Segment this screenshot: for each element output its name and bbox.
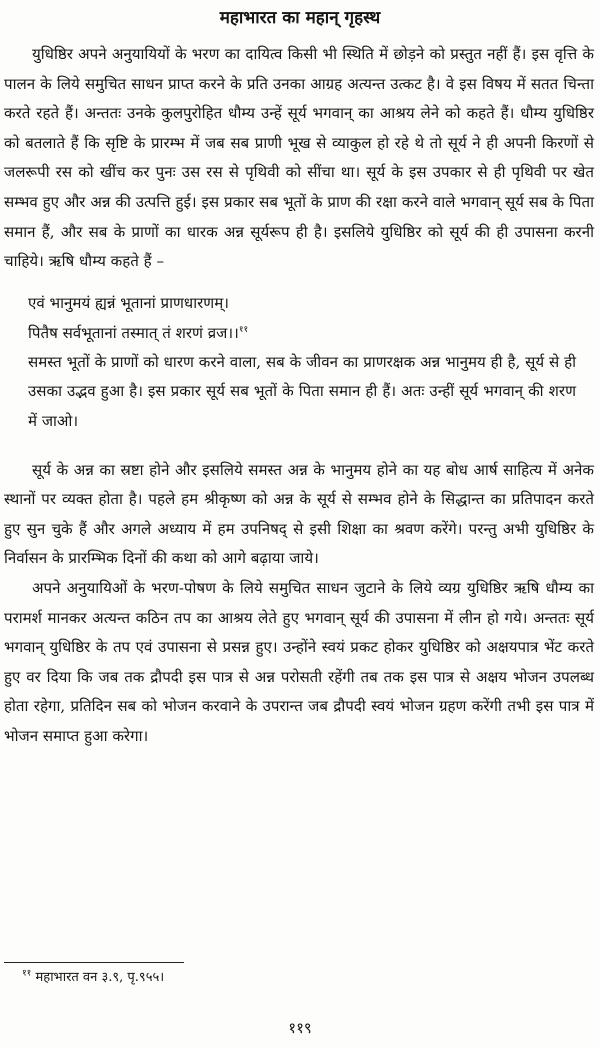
- footnote: [22, 968, 164, 988]
- running-head: महाभारत का महान् गृहस्थ: [219, 8, 381, 28]
- verse-translation: समस्त भूतों के प्राणों को धारण करने वाला, सब के जीवन का प्राणरक्षक अन्न भानुमय ही है, सूर्य से ही उसका उद्भव हुआ है। इस प्रकार सूर्य सब भूतों के पिता समान ही हैं। अतः उन्हीं सूर्य भगवान् की शरण में जाओ।: [28, 352, 576, 430]
- body-text: [4, 40, 594, 751]
- page-number: ११९: [288, 1019, 312, 1037]
- footnote-text: महाभारत वन ३.९, पृ.९५५।: [35, 970, 165, 985]
- verse-line-2-text: पितैष सर्वभूतानां तस्मात् तं शरणं व्रज।।: [28, 323, 239, 342]
- paragraph-3: अपने अनुयायिओं के भरण-पोषण के लिये समुचित साधन जुटाने के लिये व्यग्र युधिष्ठिर ऋषि धौम्य का परामर्श मानकर अत्यन्त कठिन तप का आश्रय लेते हुए भगवान् सूर्य की उपासना में लीन हो गये। अन्ततः सूर्य भगवान् युधिष्ठिर के तप एवं उपासना से प्रसन्न हुए। उन्होंने स्वयं प्रकट होकर युधिष्ठिर को अक्षयपात्र भेंट करते हुए वर दिया कि जब तक द्रौपदी इस पात्र से अन्न परोसती रहेंगी तब तक इस पात्र से अक्षय भोजन उपलब्ध होता रहेगा, प्रतिदिन सब को भोजन करवाने के उपरान्त जब द्रौपदी स्वयं भोजन ग्रहण करेंगी तभी इस पात्र में भोजन समाप्त हुआ करेगा।: [4, 578, 594, 745]
- verse-line-1: एवं भानुमयं ह्यन्नं भूतानां प्राणधारणम्।: [28, 293, 229, 312]
- paragraph-1: युधिष्ठिर अपने अनुयायियों के भरण का दायित्व किसी भी स्थिति में छोड़ने को प्रस्तुत नहीं हैं। इस वृत्ति के पालन के लिये समुचित साधन प्राप्त करने के प्रति उनका आग्रह अत्यन्त उत्कट है। वे इस विषय में सतत चिन्ता करते रहते हैं। अन्ततः उनके कुलपुरोहित धौम्य उन्हें सूर्य भगवान् का आश्रय लेने को कहते हैं। धौम्य युधिष्ठिर को बतलाते हैं कि सृष्टि के प्रारम्भ में जब सब प्राणी भूख से व्याकुल हो रहे थे तो सूर्य ने ही अपनी किरणों से जलरूपी रस को खींच कर पुनः उस रस से पृथिवी को सींचा था। सूर्य के इस उपकार से ही पृथिवी पर खेत सम्भव हुए और अन्न की उत्पत्ति हुई। इस प्रकार सब भूतों के प्राण की रक्षा करने वाले भगवान् सूर्य सब के पिता समान हैं, और सब के प्राणों का धारक अन्न सूर्यरूप ही है। इसलिये युधिष्ठिर को सूर्य की ही उपासना करनी चाहिये। ऋषि धौम्य कहते हैं –: [4, 45, 594, 271]
- paragraph-2: सूर्य के अन्न का स्रष्टा होने और इसलिये समस्त अन्न के भानुमय होने का यह बोध आर्ष साहित्य में अनेक स्थानों पर व्यक्त होता है। पहले हम श्रीकृष्ण को अन्न के सूर्य से सम्भव होने के सिद्धान्त का प्रतिपादन करते हुए सुन चुके हैं और अगले अध्याय में हम उपनिषद् से इसी शिक्षा का श्रवण करेंगे। परन्तु अभी युधिष्ठिर के निर्वासन के प्रारम्भिक दिनों की कथा को आगे बढ़ाया जाये।: [4, 460, 594, 568]
- footnote-divider: [4, 962, 184, 963]
- footnote-reference[interactable]: ११: [238, 324, 249, 335]
- verse-line-2: [28, 318, 594, 348]
- footnote-mark: ११: [22, 968, 32, 979]
- sanskrit-verse: [4, 288, 594, 348]
